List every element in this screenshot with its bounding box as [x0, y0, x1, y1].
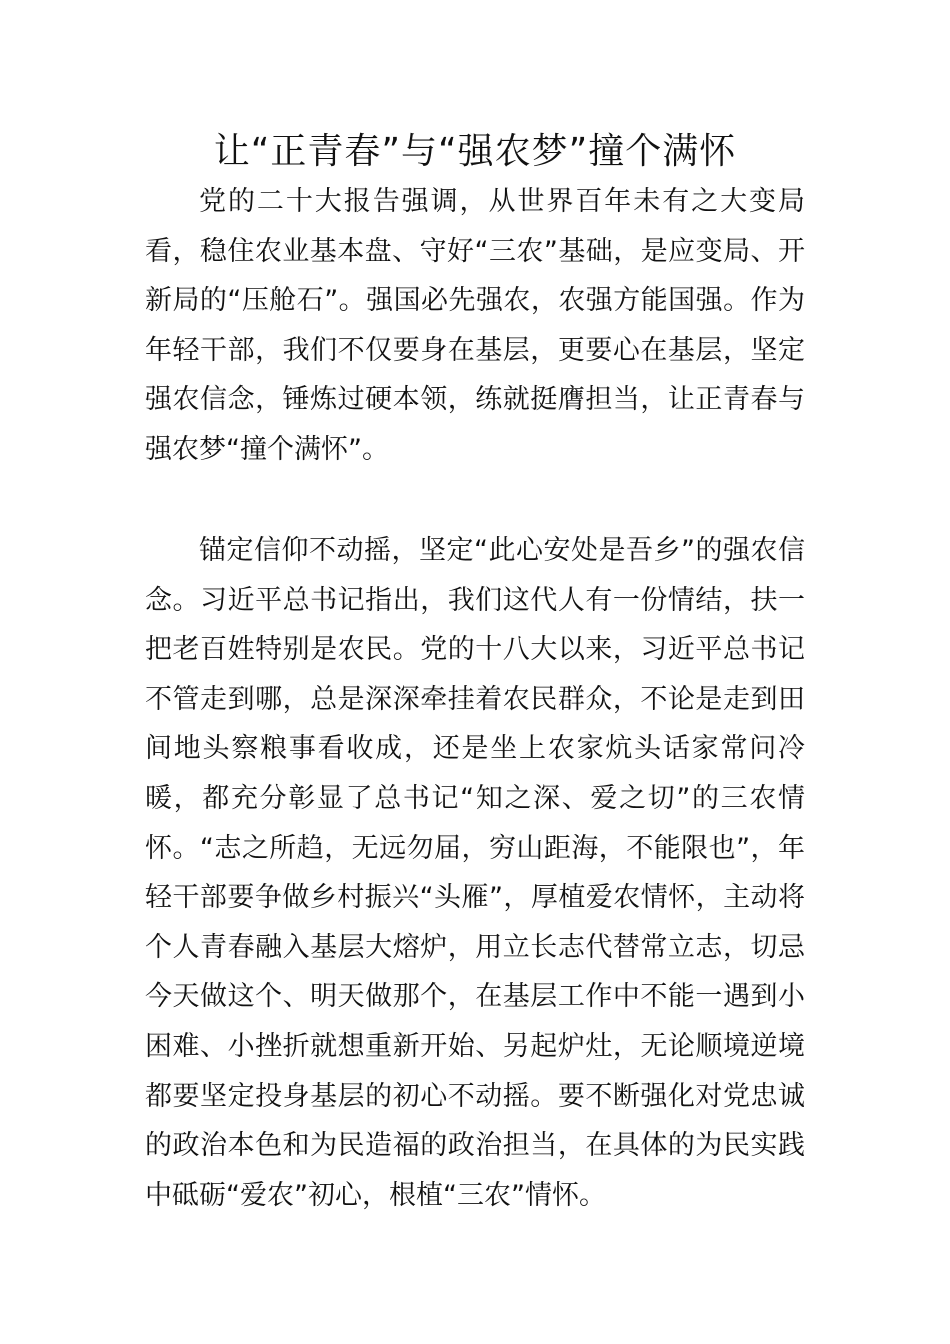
paragraph-intro: 党的二十大报告强调，从世界百年未有之大变局看，稳住农业基本盘、守好“三农”基础，是应变局、开新局的“压舱石”。强国必先强农，农强方能国强。作为年轻干部，我们不仅要身在基层，更要心在基层，坚定强农信念，锤炼过硬本领，练就挺膺担当，让正青春与强农梦“撞个满怀”。 [145, 186, 805, 465]
article-title: 让“正青春”与“强农梦”撞个满怀 [213, 131, 737, 172]
paragraph-faith: 锚定信仰不动摇，坚定“此心安处是吾乡”的强农信念。习近平总书记指出，我们这代人有一份情结，扶一把老百姓特别是农民。党的十八大以来，习近平总书记不管走到哪，总是深深牵挂着农民群众，不论是走到田间地头察粮事看收成，还是坐上农家炕头话家常问冷暖，都充分彰显了总书记“知之深、爱之切”的三农情怀。“志之所趋，无远勿届，穷山距海，不能限也”，年轻干部要争做乡村振兴“头雁”，厚植爱农情怀，主动将个人青春融入基层大熔炉，用立长志代替常立志，切忌今天做这个、明天做那个，在基层工作中不能一遇到小困难、小挫折就想重新开始、另起炉灶，无论顺境逆境都要坚定投身基层的初心不动摇。要不断强化对党忠诚的政治本色和为民造福的政治担当，在具体的为民实践中砥砺“爱农”初心，根植“三农”情怀。 [145, 535, 805, 1211]
